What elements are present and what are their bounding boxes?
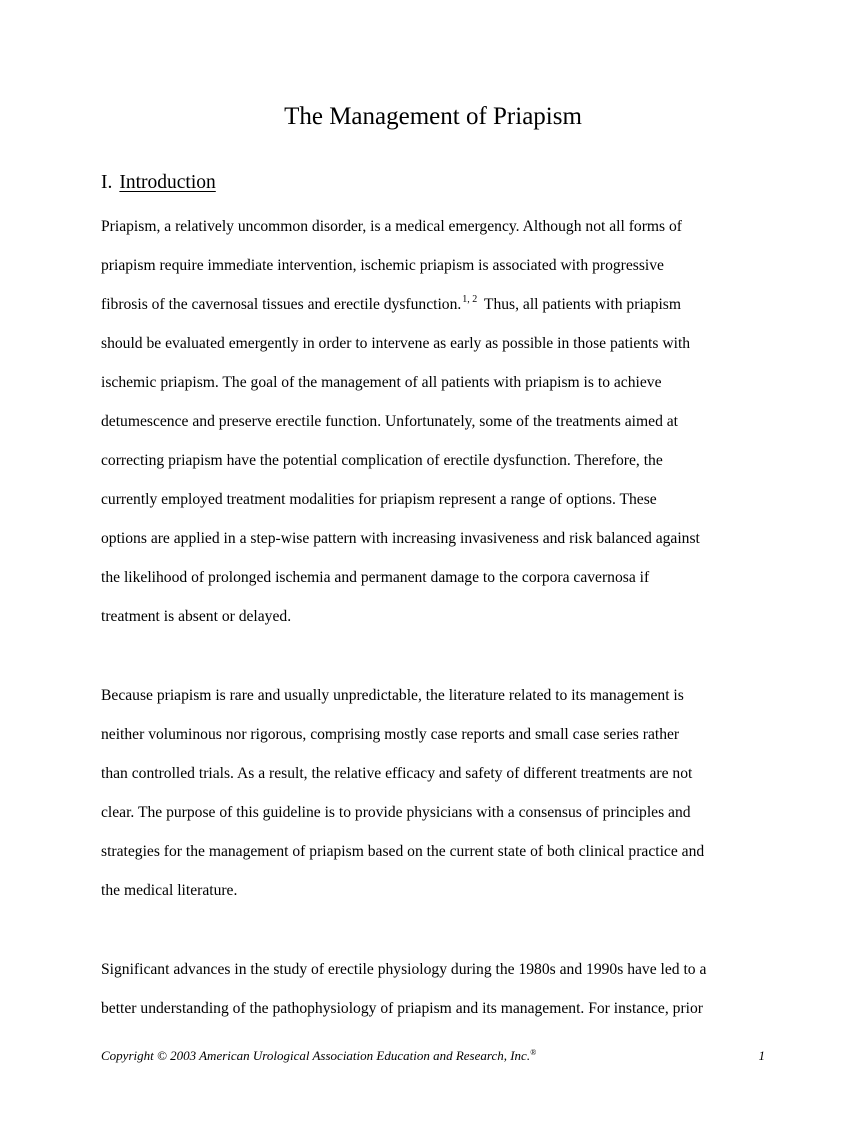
registered-mark: ® <box>530 1048 537 1057</box>
page-footer <box>101 1046 765 1066</box>
paragraph-3 <box>101 950 791 1028</box>
document-title: The Management of Priapism <box>284 103 582 130</box>
paragraph-line: neither voluminous nor rigorous, comprising mostly case reports and small case series rather <box>101 726 680 743</box>
line-text: fibrosis of the cavernosal tissues and erectile dysfunction. <box>101 296 462 313</box>
page-number: 1 <box>758 1048 765 1063</box>
paragraph-line: Priapism, a relatively uncommon disorder, is a medical emergency. Although not all forms of <box>101 218 682 235</box>
paragraph-line: better understanding of the pathophysiology of priapism and its management. For instance, prior <box>101 1000 703 1017</box>
paragraph-line: Significant advances in the study of erectile physiology during the 1980s and 1990s have led to a <box>101 961 707 978</box>
line-text: Thus, all patients with priapism <box>483 296 681 313</box>
paragraph-line: strategies for the management of priapism based on the current state of both clinical practice and <box>101 843 705 860</box>
paragraph-line: should be evaluated emergently in order to intervene as early as possible in those patients with <box>101 335 691 352</box>
paragraph-line: Because priapism is rare and usually unpredictable, the literature related to its management is <box>101 687 684 704</box>
paragraph-line: ischemic priapism. The goal of the management of all patients with priapism is to achieve <box>101 374 662 391</box>
paragraph-line: than controlled trials. As a result, the relative efficacy and safety of different treatments are not <box>101 765 693 782</box>
paragraph-line: detumescence and preserve erectile function. Unfortunately, some of the treatments aimed at <box>101 413 679 430</box>
paragraph-2 <box>101 676 791 910</box>
paragraph-line: priapism require immediate intervention, ischemic priapism is associated with progressive <box>101 257 664 274</box>
paragraph-line: currently employed treatment modalities for priapism represent a range of options. These <box>101 491 657 508</box>
section-title: Introduction <box>119 172 216 193</box>
paragraph-1 <box>101 207 791 636</box>
paragraph-line: options are applied in a step-wise pattern with increasing invasiveness and risk balanced against <box>101 530 700 547</box>
section-heading <box>101 170 216 196</box>
paragraph-line: treatment is absent or delayed. <box>101 608 292 625</box>
paragraph-line: clear. The purpose of this guideline is to provide physicians with a consensus of principles and <box>101 804 691 821</box>
paragraph-line: the medical literature. <box>101 882 238 899</box>
copyright-text: Copyright © 2003 American Urological Association Education and Research, Inc. <box>101 1048 531 1063</box>
citation-superscript: 1, 2 <box>462 294 478 305</box>
paragraph-line: correcting priapism have the potential complication of erectile dysfunction. Therefore, the <box>101 452 663 469</box>
section-number: I. <box>101 172 113 193</box>
paragraph-line <box>101 285 791 324</box>
paragraph-line: the likelihood of prolonged ischemia and permanent damage to the corpora cavernosa if <box>101 569 650 586</box>
copyright-notice <box>101 1048 536 1063</box>
